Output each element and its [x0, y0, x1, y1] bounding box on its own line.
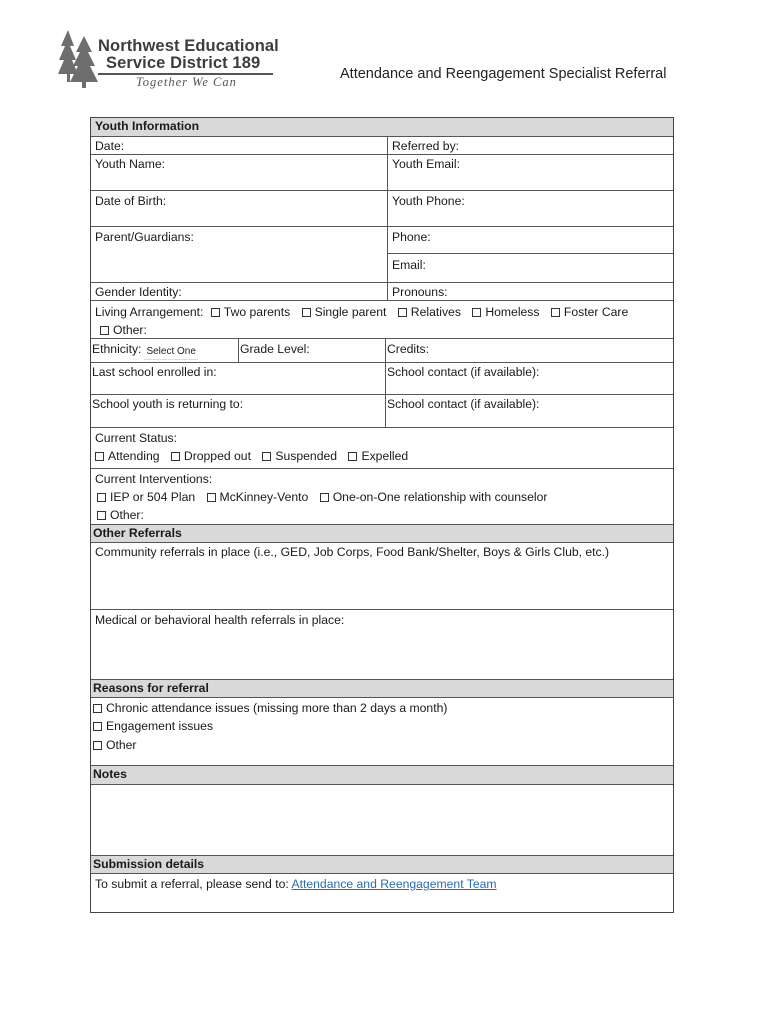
field-label: Youth Email:: [392, 157, 460, 171]
field-label: Phone:: [392, 230, 431, 244]
field-label: Ethnicity:: [92, 342, 142, 356]
reason-option-engagement[interactable]: Engagement issues: [93, 719, 213, 733]
credits-field[interactable]: [386, 339, 673, 362]
last-school-field[interactable]: [91, 363, 386, 394]
community-referrals-field[interactable]: [91, 543, 673, 609]
field-label: Parent/Guardians:: [95, 230, 194, 244]
youth-name-field[interactable]: [91, 155, 388, 190]
field-label: Last school enrolled in:: [92, 365, 217, 379]
section-header-other-referrals: [91, 525, 673, 543]
checkbox[interactable]: [93, 722, 102, 731]
checkbox[interactable]: [398, 308, 407, 317]
checkbox[interactable]: [302, 308, 311, 317]
guardian-phone-field[interactable]: [388, 227, 673, 254]
pine-tree-icon: [58, 28, 100, 90]
guardian-email-field[interactable]: [388, 254, 673, 281]
page-title: Attendance and Reengagement Specialist Referral: [340, 66, 667, 82]
living-option-relatives[interactable]: Relatives: [398, 305, 461, 319]
checkbox[interactable]: [472, 308, 481, 317]
living-option-two-parents[interactable]: Two parents: [211, 305, 290, 319]
school-contact-field[interactable]: [386, 363, 673, 394]
field-label: Gender Identity:: [95, 285, 182, 299]
section-header-youth-info: [91, 118, 673, 137]
org-name-line2: Service District 189: [106, 54, 261, 72]
referred-by-field[interactable]: [388, 137, 673, 154]
section-title: Reasons for referral: [93, 681, 209, 695]
medical-referrals-field[interactable]: [91, 610, 673, 679]
submission-row: [91, 874, 673, 912]
reason-option-chronic-attendance[interactable]: Chronic attendance issues (missing more than 2 days a month): [93, 701, 447, 715]
field-label: Pronouns:: [392, 285, 448, 299]
field-label: Grade Level:: [240, 342, 310, 356]
reason-option-other[interactable]: Other: [93, 738, 136, 752]
pronouns-field[interactable]: [388, 283, 673, 300]
status-option-dropped-out[interactable]: Dropped out: [171, 449, 251, 463]
youth-email-field[interactable]: [388, 155, 673, 190]
submission-text: To submit a referral, please send to:: [95, 877, 289, 891]
field-label: Credits:: [387, 342, 429, 356]
org-name-line1: Northwest Educational: [98, 37, 279, 55]
checkbox[interactable]: [348, 452, 357, 461]
checkbox[interactable]: [262, 452, 271, 461]
org-logo: [58, 28, 288, 98]
status-option-expelled[interactable]: Expelled: [348, 449, 408, 463]
checkbox[interactable]: [320, 493, 329, 502]
checkbox[interactable]: [171, 452, 180, 461]
returning-school-field[interactable]: [91, 395, 386, 427]
field-label: Youth Phone:: [392, 194, 465, 208]
referral-form: [90, 117, 674, 913]
field-label: Email:: [392, 258, 426, 272]
section-header-submission: [91, 856, 673, 874]
section-title: Youth Information: [95, 119, 200, 133]
living-arrangement-row: [91, 301, 673, 339]
field-label: School contact (if available):: [387, 397, 540, 411]
intervention-option-mckinney-vento[interactable]: McKinney-Vento: [207, 490, 309, 504]
checkbox[interactable]: [93, 741, 102, 750]
intervention-option-iep[interactable]: IEP or 504 Plan: [97, 490, 195, 504]
field-label: Youth Name:: [95, 157, 166, 171]
date-field[interactable]: [91, 137, 388, 154]
submission-team-link[interactable]: Attendance and Reengagement Team: [291, 877, 497, 891]
field-label: Date of Birth:: [95, 194, 167, 208]
intervention-option-counselor[interactable]: One-on-One relationship with counselor: [320, 490, 548, 504]
ethnicity-select[interactable]: Select One: [144, 344, 197, 360]
living-option-homeless[interactable]: Homeless: [472, 305, 539, 319]
org-tagline: Together We Can: [136, 75, 237, 89]
section-title: Notes: [93, 767, 127, 781]
returning-school-contact-field[interactable]: [386, 395, 673, 427]
living-option-other[interactable]: Other:: [100, 323, 147, 337]
reasons-row: [91, 698, 673, 766]
youth-phone-field[interactable]: [388, 191, 673, 226]
ethnicity-field: [91, 339, 239, 362]
checkbox[interactable]: [211, 308, 220, 317]
living-option-single-parent[interactable]: Single parent: [302, 305, 387, 319]
checkbox[interactable]: [551, 308, 560, 317]
checkbox[interactable]: [100, 326, 109, 335]
section-title: Submission details: [93, 857, 205, 871]
field-label: Medical or behavioral health referrals in place:: [95, 613, 345, 627]
checkbox[interactable]: [95, 452, 104, 461]
date-of-birth-field[interactable]: [91, 191, 388, 226]
status-option-suspended[interactable]: Suspended: [262, 449, 337, 463]
living-option-foster-care[interactable]: Foster Care: [551, 305, 628, 319]
notes-field[interactable]: [91, 785, 673, 855]
status-option-attending[interactable]: Attending: [95, 449, 160, 463]
field-label: Date:: [95, 139, 125, 153]
checkbox[interactable]: [207, 493, 216, 502]
checkbox[interactable]: [97, 493, 106, 502]
field-label: Current Interventions:: [95, 472, 213, 486]
section-title: Other Referrals: [93, 526, 182, 540]
section-header-notes: [91, 766, 673, 785]
gender-identity-field[interactable]: [91, 283, 388, 300]
grade-level-field[interactable]: [239, 339, 386, 362]
section-header-reasons: [91, 680, 673, 698]
current-interventions-row: [91, 469, 673, 525]
field-label: Current Status:: [95, 431, 177, 445]
field-label: Community referrals in place (i.e., GED, Job Corps, Food Bank/Shelter, Boys & Girls Club, etc.): [95, 545, 610, 559]
checkbox[interactable]: [97, 511, 106, 520]
field-label: Referred by:: [392, 139, 460, 153]
field-label: School contact (if available):: [387, 365, 540, 379]
intervention-option-other[interactable]: Other:: [97, 508, 144, 522]
parent-guardians-field[interactable]: [91, 227, 388, 282]
field-label: School youth is returning to:: [92, 397, 244, 411]
current-status-row: [91, 428, 673, 469]
checkbox[interactable]: [93, 704, 102, 713]
field-label: Living Arrangement:: [95, 305, 204, 319]
